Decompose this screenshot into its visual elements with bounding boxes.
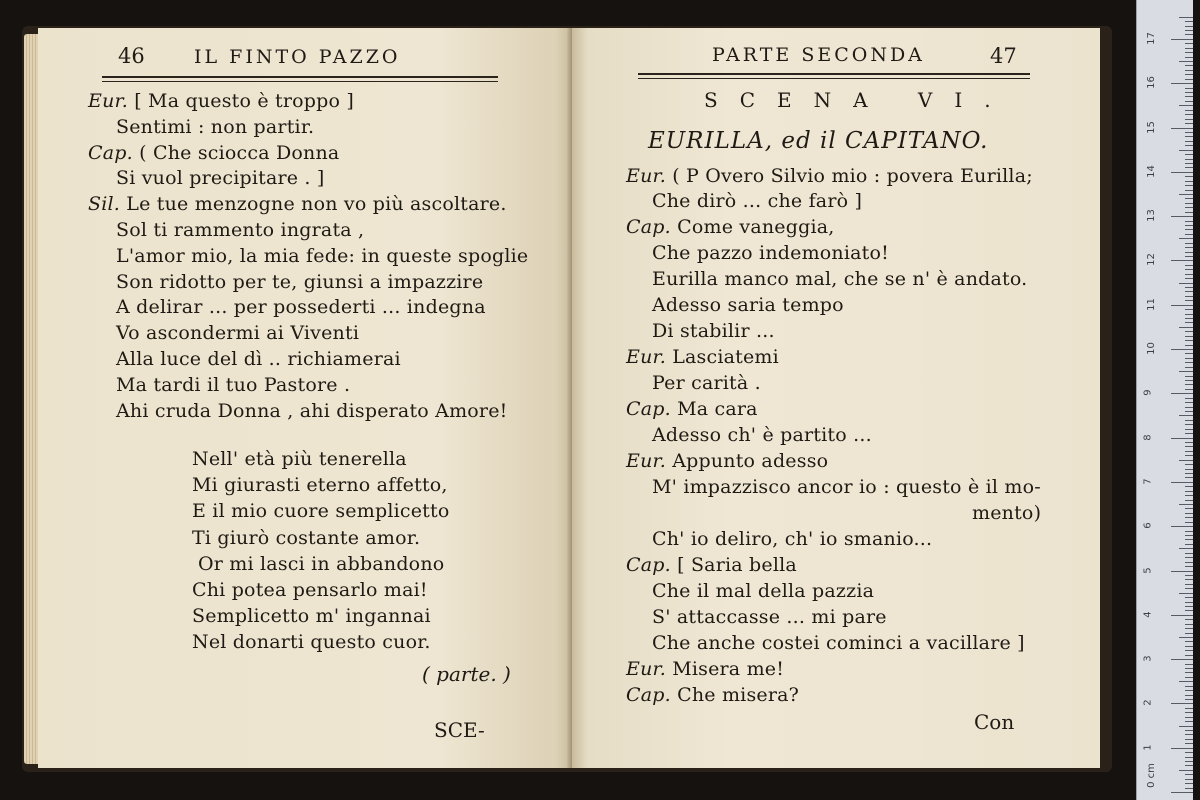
ruler-tick bbox=[1185, 221, 1193, 222]
line-text: Vo ascondermi ai Viventi bbox=[116, 322, 360, 345]
ruler-tick bbox=[1171, 659, 1193, 660]
ruler-tick bbox=[1179, 283, 1193, 284]
ruler-tick bbox=[1185, 535, 1193, 536]
ruler-tick bbox=[1185, 557, 1193, 558]
left-head-rule bbox=[102, 76, 498, 78]
ruler-tick bbox=[1185, 544, 1193, 545]
ruler-tick bbox=[1185, 575, 1193, 576]
ruler-tick bbox=[1185, 141, 1193, 142]
speaker-name: Cap. bbox=[626, 554, 678, 576]
aria-verse: Nell' età più tenerella bbox=[192, 448, 407, 470]
ruler-tick bbox=[1179, 238, 1193, 239]
ruler-tick bbox=[1185, 411, 1193, 412]
left-catchword: SCE- bbox=[434, 718, 485, 742]
ruler-tick bbox=[1185, 207, 1193, 208]
ruler-tick bbox=[1185, 331, 1193, 332]
right-dialogue-line bbox=[972, 502, 1041, 524]
ruler-tick bbox=[1179, 194, 1193, 195]
aria-verse: Or mi lasci in abbandono bbox=[198, 552, 445, 575]
ruler-tick bbox=[1185, 185, 1193, 186]
speaker-name: Cap. bbox=[626, 684, 678, 706]
line-text: Che il mal della pazzia bbox=[652, 580, 875, 602]
ruler-tick bbox=[1185, 30, 1193, 31]
right-dialogue-line bbox=[652, 320, 775, 342]
right-dialogue-line bbox=[626, 658, 784, 680]
ruler-label: 1 bbox=[1142, 744, 1154, 751]
ruler-tick bbox=[1185, 123, 1193, 124]
ruler-tick bbox=[1185, 677, 1193, 678]
left-dialogue-line bbox=[116, 167, 325, 189]
ruler-tick bbox=[1185, 163, 1193, 164]
ruler-tick bbox=[1185, 469, 1193, 470]
ruler-tick bbox=[1171, 128, 1193, 129]
ruler-tick bbox=[1185, 181, 1193, 182]
left-dialogue-line bbox=[116, 348, 401, 370]
ruler-tick bbox=[1185, 628, 1193, 629]
aria-verse: Nel donarti questo cuor. bbox=[192, 631, 431, 654]
right-dialogue-line bbox=[652, 632, 1025, 654]
ruler-label: 15 bbox=[1145, 120, 1157, 134]
ruler-tick bbox=[1185, 88, 1193, 89]
ruler-tick bbox=[1179, 548, 1193, 549]
ruler-tick bbox=[1185, 672, 1193, 673]
ruler-tick bbox=[1185, 278, 1193, 279]
ruler-tick bbox=[1185, 26, 1193, 27]
line-text: Che anche costei cominci a vacillare ] bbox=[652, 632, 1025, 654]
left-dialogue-line bbox=[116, 245, 528, 267]
ruler-tick bbox=[1185, 167, 1193, 168]
ruler-tick bbox=[1171, 748, 1193, 749]
ruler-tick bbox=[1171, 438, 1193, 439]
ruler-tick bbox=[1185, 190, 1193, 191]
ruler-tick bbox=[1185, 407, 1193, 408]
ruler-tick bbox=[1179, 637, 1193, 638]
ruler-tick bbox=[1171, 393, 1193, 394]
ruler-tick bbox=[1185, 433, 1193, 434]
ruler-tick bbox=[1185, 779, 1193, 780]
right-dialogue-line bbox=[626, 216, 835, 238]
left-dialogue-line bbox=[116, 271, 483, 293]
ruler-tick bbox=[1171, 305, 1193, 306]
ruler-tick bbox=[1171, 571, 1193, 572]
line-text: M' impazzisco ancor io : questo è il mo- bbox=[652, 476, 1041, 498]
ruler-tick bbox=[1179, 504, 1193, 505]
line-text: Le tue menzogne non vo più ascoltare. bbox=[126, 193, 507, 216]
left-head-rule-thin bbox=[102, 81, 498, 82]
ruler-label: 12 bbox=[1145, 253, 1157, 267]
speaker-name: Cap. bbox=[626, 398, 678, 420]
ruler-tick bbox=[1185, 566, 1193, 567]
ruler-tick bbox=[1185, 132, 1193, 133]
ruler-tick bbox=[1179, 61, 1193, 62]
right-dialogue-line bbox=[652, 528, 932, 550]
ruler-tick bbox=[1185, 588, 1193, 589]
line-text: Ch' io deliro, ch' io smanio... bbox=[652, 528, 933, 550]
line-text: ( P Overo Silvio mio : povera Eurilla; bbox=[672, 165, 1033, 187]
line-text: Che dirò ... che farò ] bbox=[652, 190, 863, 212]
ruler-tick bbox=[1185, 517, 1193, 518]
ruler-tick bbox=[1185, 57, 1193, 58]
line-text: S' attaccasse ... mi pare bbox=[652, 606, 887, 628]
ruler-tick bbox=[1185, 345, 1193, 346]
right-dialogue-line bbox=[626, 165, 1033, 187]
left-dialogue-line bbox=[116, 374, 350, 396]
ruler-tick bbox=[1185, 508, 1193, 509]
ruler-tick bbox=[1185, 291, 1193, 292]
ruler-tick bbox=[1185, 752, 1193, 753]
ruler-tick bbox=[1171, 260, 1193, 261]
aria-verse: Semplicetto m' ingannai bbox=[192, 605, 431, 628]
ruler-tick bbox=[1171, 39, 1193, 40]
ruler-tick bbox=[1185, 739, 1193, 740]
line-text: L'amor mio, la mia fede: in queste spoglie bbox=[116, 244, 529, 267]
ruler-tick bbox=[1185, 384, 1193, 385]
ruler-tick bbox=[1185, 539, 1193, 540]
line-text: Son ridotto per te, giunsi a impazzire bbox=[116, 270, 484, 293]
line-text: Come vaneggia, bbox=[677, 216, 835, 238]
ruler-tick bbox=[1185, 65, 1193, 66]
ruler-tick bbox=[1185, 101, 1193, 102]
line-text: Sol ti rammento ingrata , bbox=[116, 219, 365, 241]
ruler-tick bbox=[1185, 70, 1193, 71]
ruler-tick bbox=[1185, 473, 1193, 474]
ruler-tick bbox=[1185, 486, 1193, 487]
ruler-tick bbox=[1179, 681, 1193, 682]
ruler-tick bbox=[1185, 734, 1193, 735]
line-text: Appunto adesso bbox=[672, 450, 829, 472]
line-text: Per carità . bbox=[652, 372, 761, 394]
line-text: Alla luce del dì .. richiamerai bbox=[116, 348, 401, 370]
ruler-tick bbox=[1185, 309, 1193, 310]
ruler-label: 7 bbox=[1142, 478, 1154, 485]
ruler-tick bbox=[1171, 83, 1193, 84]
ruler-tick bbox=[1185, 176, 1193, 177]
ruler-tick bbox=[1185, 252, 1193, 253]
ruler-tick bbox=[1171, 349, 1193, 350]
right-dialogue-line bbox=[652, 372, 761, 394]
line-text: [ Saria bella bbox=[677, 554, 797, 576]
ruler-label: 6 bbox=[1142, 522, 1154, 529]
ruler-tick bbox=[1171, 482, 1193, 483]
scene-title: SCENA VI. bbox=[704, 88, 1013, 112]
ruler-tick bbox=[1185, 203, 1193, 204]
ruler-tick bbox=[1185, 322, 1193, 323]
ruler-tick bbox=[1185, 114, 1193, 115]
ruler-tick bbox=[1185, 477, 1193, 478]
ruler-tick bbox=[1185, 646, 1193, 647]
ruler-tick bbox=[1185, 212, 1193, 213]
ruler-unit-label: 0 cm bbox=[1145, 763, 1157, 788]
speaker-name: Eur. bbox=[626, 165, 673, 187]
ruler-tick bbox=[1171, 792, 1193, 793]
ruler-tick bbox=[1185, 340, 1193, 341]
right-dialogue-line bbox=[626, 554, 797, 576]
ruler-tick bbox=[1185, 522, 1193, 523]
ruler-label: 14 bbox=[1145, 164, 1157, 178]
ruler-tick bbox=[1185, 765, 1193, 766]
line-text: Eurilla manco mal, che se n' è andato. bbox=[652, 268, 1028, 290]
left-running-head: IL FINTO PAZZO bbox=[194, 46, 401, 68]
ruler-label: 17 bbox=[1145, 32, 1157, 45]
ruler-tick bbox=[1185, 110, 1193, 111]
ruler-tick bbox=[1185, 495, 1193, 496]
ruler-tick bbox=[1185, 398, 1193, 399]
ruler-label: 11 bbox=[1145, 297, 1157, 311]
right-head-rule bbox=[638, 73, 1030, 75]
ruler-label: 10 bbox=[1145, 342, 1157, 355]
speaker-name: Eur. bbox=[626, 450, 673, 472]
ruler-tick bbox=[1185, 358, 1193, 359]
ruler-tick bbox=[1179, 770, 1193, 771]
ruler-tick bbox=[1185, 229, 1193, 230]
ruler-tick bbox=[1179, 327, 1193, 328]
ruler-tick bbox=[1185, 664, 1193, 665]
line-text: Misera me! bbox=[672, 658, 785, 680]
line-text: Che misera? bbox=[677, 684, 800, 706]
ruler-tick bbox=[1185, 119, 1193, 120]
right-dialogue-line bbox=[626, 398, 758, 420]
ruler-tick bbox=[1185, 690, 1193, 691]
line-text: [ Ma questo è troppo ] bbox=[134, 90, 355, 112]
ruler-tick bbox=[1185, 774, 1193, 775]
line-text: A delirar ... per possederti ... indegna bbox=[116, 296, 486, 319]
ruler-tick bbox=[1185, 619, 1193, 620]
right-page bbox=[572, 28, 1100, 768]
ruler-tick bbox=[1185, 788, 1193, 789]
line-text: ( Che sciocca Donna bbox=[139, 141, 340, 164]
measuring-ruler bbox=[1136, 0, 1193, 800]
right-head-rule-thin bbox=[638, 78, 1030, 79]
ruler-tick bbox=[1185, 743, 1193, 744]
ruler-tick bbox=[1185, 717, 1193, 718]
ruler-tick bbox=[1185, 314, 1193, 315]
ruler-tick bbox=[1185, 712, 1193, 713]
ruler-label: 3 bbox=[1142, 655, 1154, 662]
right-dialogue-line bbox=[652, 268, 1027, 290]
left-page-number: 46 bbox=[118, 44, 145, 68]
line-text: Lasciatemi bbox=[672, 346, 779, 368]
ruler-tick bbox=[1185, 96, 1193, 97]
ruler-tick bbox=[1185, 446, 1193, 447]
line-text: Sentimi : non partir. bbox=[116, 115, 315, 138]
ruler-tick bbox=[1185, 633, 1193, 634]
ruler-tick bbox=[1185, 553, 1193, 554]
line-text: Adesso ch' è partito ... bbox=[652, 424, 872, 446]
speaker-name: Cap. bbox=[88, 141, 140, 164]
line-text: Ahi cruda Donna , ahi disperato Amore! bbox=[116, 399, 508, 422]
left-dialogue-line bbox=[88, 193, 507, 215]
left-dialogue-line bbox=[116, 400, 508, 422]
ruler-tick bbox=[1185, 730, 1193, 731]
ruler-tick bbox=[1185, 48, 1193, 49]
ruler-tick bbox=[1185, 655, 1193, 656]
ruler-tick bbox=[1179, 17, 1193, 18]
ruler-tick bbox=[1185, 43, 1193, 44]
ruler-tick bbox=[1185, 668, 1193, 669]
ruler-tick bbox=[1185, 584, 1193, 585]
ruler-label: 16 bbox=[1145, 76, 1157, 90]
right-catchword: Con bbox=[974, 710, 1015, 734]
left-dialogue-line bbox=[88, 90, 354, 112]
right-dialogue-line bbox=[626, 450, 828, 472]
ruler-tick bbox=[1185, 353, 1193, 354]
ruler-label: 4 bbox=[1142, 611, 1154, 618]
ruler-tick bbox=[1185, 265, 1193, 266]
right-dialogue-line bbox=[652, 424, 872, 446]
right-dialogue-line bbox=[652, 580, 874, 602]
ruler-tick bbox=[1185, 52, 1193, 53]
ruler-tick bbox=[1185, 695, 1193, 696]
right-page-number: 47 bbox=[990, 44, 1017, 68]
ruler-tick bbox=[1185, 420, 1193, 421]
ruler-tick bbox=[1185, 513, 1193, 514]
ruler-tick bbox=[1185, 602, 1193, 603]
ruler-tick bbox=[1185, 500, 1193, 501]
speaker-name: Eur. bbox=[626, 658, 673, 680]
left-dialogue-line bbox=[88, 142, 339, 164]
ruler-tick bbox=[1185, 708, 1193, 709]
ruler-tick bbox=[1185, 699, 1193, 700]
aria-verse: Mi giurasti eterno affetto, bbox=[192, 474, 448, 497]
line-text: Che pazzo indemoniato! bbox=[652, 242, 889, 264]
ruler-tick bbox=[1185, 455, 1193, 456]
ruler-tick bbox=[1179, 105, 1193, 106]
ruler-tick bbox=[1185, 74, 1193, 75]
ruler-tick bbox=[1185, 145, 1193, 146]
ruler-tick bbox=[1185, 464, 1193, 465]
ruler-tick bbox=[1185, 606, 1193, 607]
ruler-tick bbox=[1185, 92, 1193, 93]
ruler-tick bbox=[1171, 172, 1193, 173]
ruler-tick bbox=[1179, 593, 1193, 594]
ruler-tick bbox=[1185, 376, 1193, 377]
right-dialogue-line bbox=[652, 476, 1041, 498]
ruler-tick bbox=[1185, 159, 1193, 160]
ruler-tick bbox=[1185, 380, 1193, 381]
line-text: Si vuol precipitare . ] bbox=[116, 167, 325, 190]
ruler-tick bbox=[1171, 615, 1193, 616]
ruler-tick bbox=[1185, 269, 1193, 270]
ruler-tick bbox=[1185, 287, 1193, 288]
left-dialogue-line bbox=[116, 322, 359, 344]
speaker-name: Sil. bbox=[88, 193, 127, 216]
ruler-tick bbox=[1185, 154, 1193, 155]
ruler-tick bbox=[1185, 21, 1193, 22]
ruler-tick bbox=[1185, 531, 1193, 532]
left-page bbox=[38, 28, 572, 768]
line-text: Ma tardi il tuo Pastore . bbox=[116, 373, 351, 396]
ruler-tick bbox=[1185, 247, 1193, 248]
right-dialogue-line bbox=[652, 242, 889, 264]
ruler-tick bbox=[1185, 641, 1193, 642]
ruler-tick bbox=[1185, 300, 1193, 301]
ruler-tick bbox=[1185, 225, 1193, 226]
ruler-tick bbox=[1179, 415, 1193, 416]
line-text: Adesso saria tempo bbox=[652, 294, 844, 316]
ruler-tick bbox=[1185, 362, 1193, 363]
right-dialogue-line bbox=[652, 294, 844, 316]
ruler-tick bbox=[1185, 442, 1193, 443]
aria-verse: E il mio cuore semplicetto bbox=[192, 500, 450, 523]
ruler-tick bbox=[1171, 216, 1193, 217]
right-dialogue-line bbox=[652, 190, 862, 212]
ruler-tick bbox=[1179, 150, 1193, 151]
left-dialogue-line bbox=[116, 219, 364, 241]
scene-characters: EURILLA, ed il CAPITANO. bbox=[648, 128, 989, 154]
ruler-tick bbox=[1185, 274, 1193, 275]
ruler-tick bbox=[1185, 34, 1193, 35]
left-dialogue-line bbox=[116, 116, 314, 138]
ruler-tick bbox=[1185, 597, 1193, 598]
ruler-tick bbox=[1185, 721, 1193, 722]
right-dialogue-line bbox=[626, 346, 779, 368]
ruler-tick bbox=[1185, 402, 1193, 403]
ruler-tick bbox=[1185, 318, 1193, 319]
ruler-tick bbox=[1185, 451, 1193, 452]
ruler-tick bbox=[1185, 757, 1193, 758]
speaker-name: Eur. bbox=[626, 346, 673, 368]
speaker-name: Eur. bbox=[88, 90, 135, 112]
ruler-tick bbox=[1185, 624, 1193, 625]
ruler-tick bbox=[1185, 610, 1193, 611]
line-text: Di stabilir ... bbox=[652, 320, 775, 342]
ruler-tick bbox=[1185, 389, 1193, 390]
aria-verse: Ti giurò costante amor. bbox=[192, 526, 421, 549]
ruler-tick bbox=[1185, 198, 1193, 199]
ruler-tick bbox=[1185, 336, 1193, 337]
ruler-tick bbox=[1185, 136, 1193, 137]
ruler-tick bbox=[1185, 686, 1193, 687]
ruler-tick bbox=[1185, 243, 1193, 244]
ruler-tick bbox=[1185, 783, 1193, 784]
line-text: Ma cara bbox=[677, 398, 758, 420]
ruler-tick bbox=[1185, 429, 1193, 430]
ruler-tick bbox=[1185, 562, 1193, 563]
ruler-tick bbox=[1171, 703, 1193, 704]
ruler-tick bbox=[1185, 491, 1193, 492]
ruler-label: 2 bbox=[1142, 699, 1154, 707]
left-dialogue-line bbox=[116, 296, 486, 318]
ruler-tick bbox=[1185, 256, 1193, 257]
exit-direction: ( parte. ) bbox=[422, 662, 511, 686]
ruler-tick bbox=[1185, 296, 1193, 297]
right-dialogue-line bbox=[652, 606, 887, 628]
ruler-tick bbox=[1179, 460, 1193, 461]
ruler-tick bbox=[1185, 234, 1193, 235]
ruler-label: 5 bbox=[1142, 566, 1154, 574]
ruler-label: 9 bbox=[1142, 389, 1154, 396]
right-running-head: PARTE SECONDA bbox=[712, 44, 925, 66]
ruler-tick bbox=[1179, 726, 1193, 727]
speaker-name: Cap. bbox=[626, 216, 678, 238]
ruler-tick bbox=[1185, 650, 1193, 651]
ruler-tick bbox=[1179, 371, 1193, 372]
ruler-tick bbox=[1185, 579, 1193, 580]
ruler-label: 13 bbox=[1145, 209, 1157, 222]
ruler-tick bbox=[1185, 367, 1193, 368]
ruler-tick bbox=[1185, 761, 1193, 762]
ruler-label: 8 bbox=[1142, 433, 1154, 441]
right-dialogue-line bbox=[626, 684, 799, 706]
ruler-tick bbox=[1171, 526, 1193, 527]
line-text: mento) bbox=[972, 502, 1042, 524]
ruler-tick bbox=[1185, 424, 1193, 425]
ruler-tick bbox=[1185, 79, 1193, 80]
aria-verse: Chi potea pensarlo mai! bbox=[192, 579, 428, 601]
